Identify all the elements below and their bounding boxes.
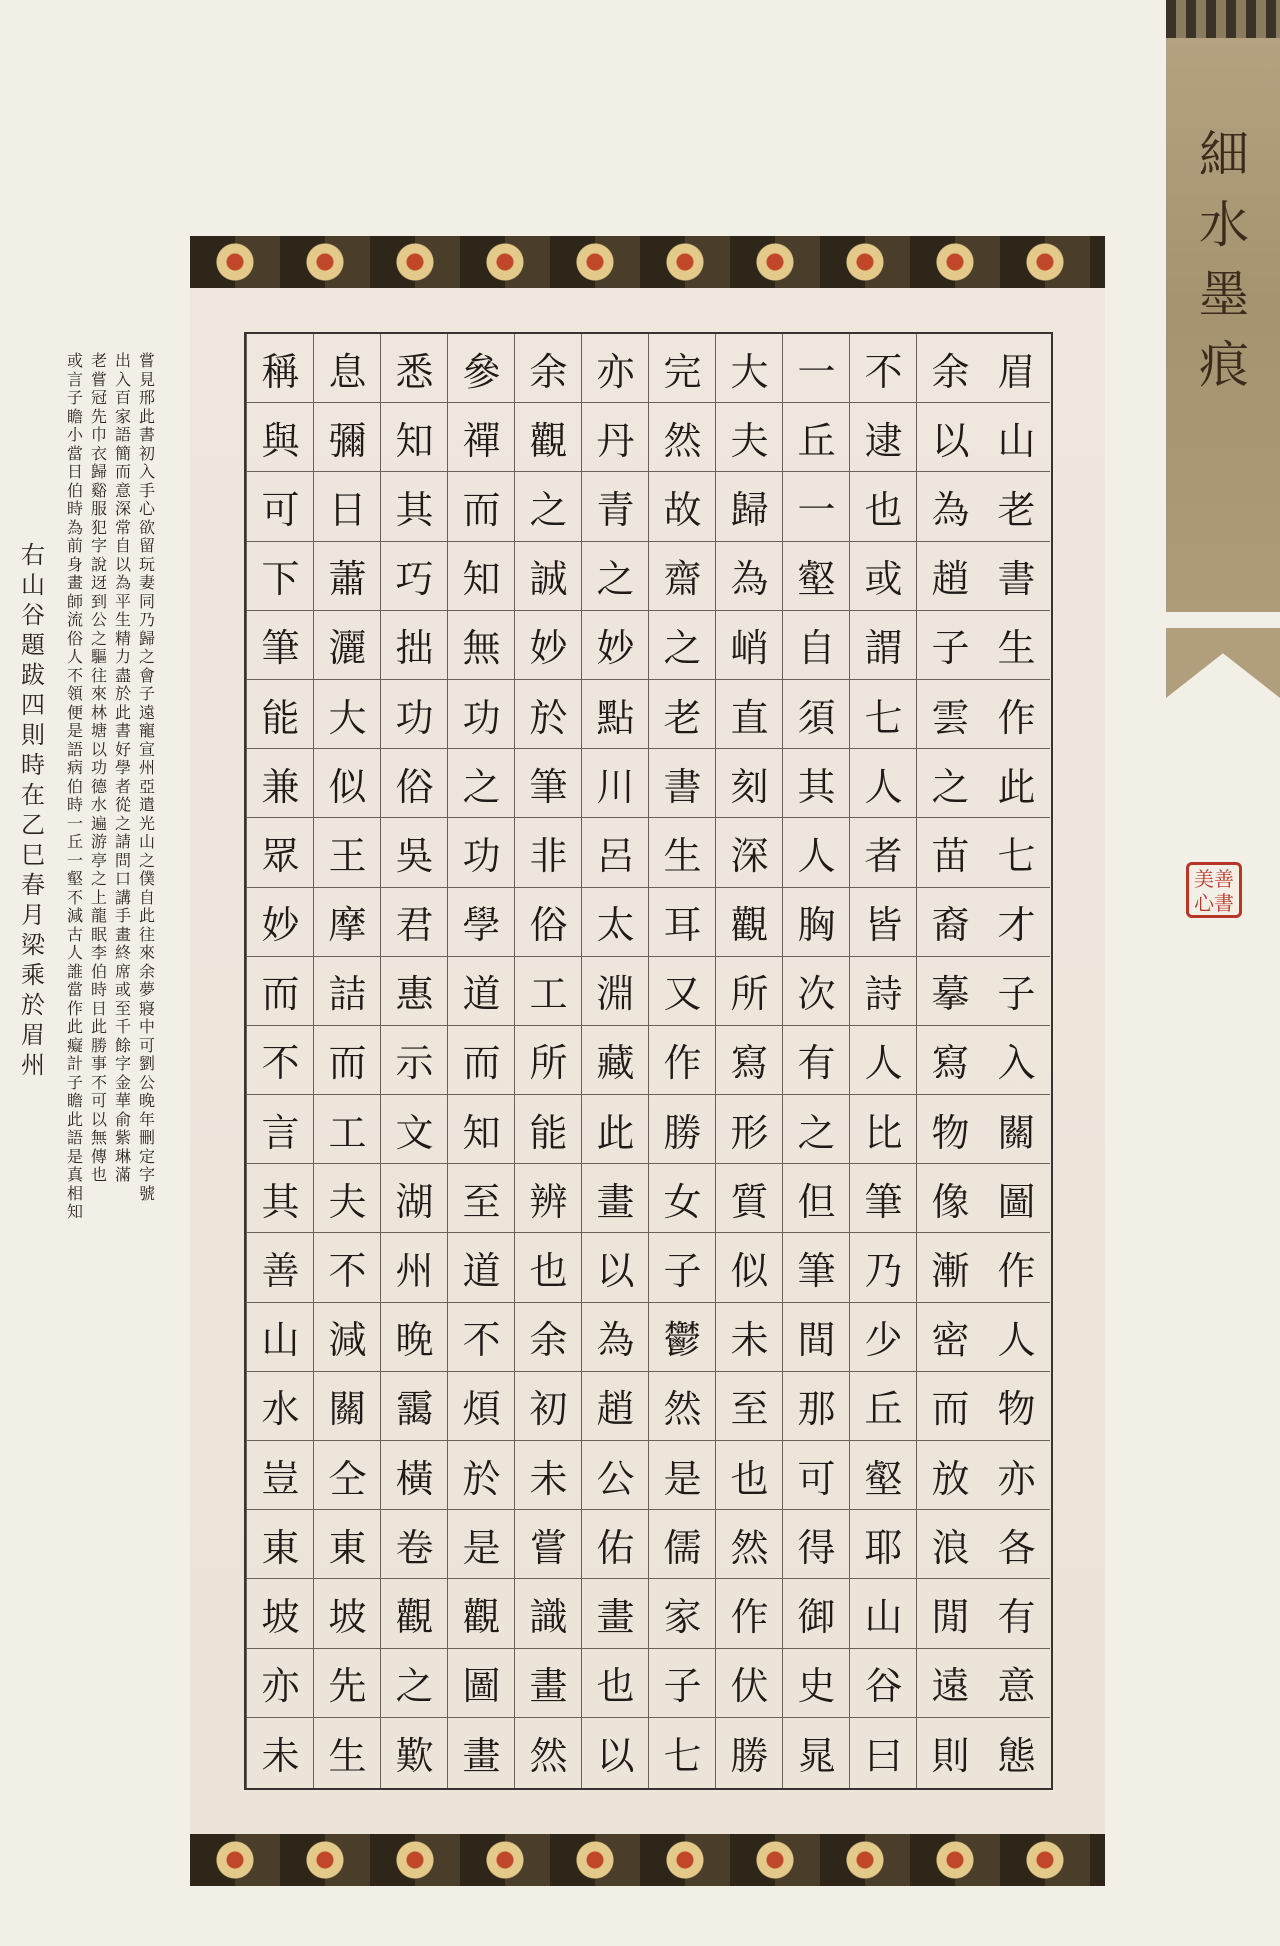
character-cell: 自	[783, 611, 850, 680]
character-cell: 趙	[917, 542, 984, 611]
character-cell: 日	[314, 472, 381, 541]
character-cell: 作	[649, 1026, 716, 1095]
character-cell: 女	[649, 1164, 716, 1233]
character-cell: 大	[716, 334, 783, 403]
character-cell: 是	[649, 1441, 716, 1510]
character-cell: 東	[247, 1510, 314, 1579]
character-cell: 丘	[850, 1372, 917, 1441]
character-cell: 禪	[448, 403, 515, 472]
text-column	[715, 334, 783, 1788]
character-cell: 妙	[582, 611, 649, 680]
character-cell: 作	[983, 680, 1050, 749]
character-cell: 歎	[395, 1733, 434, 1778]
character-cell: 曰	[864, 1733, 903, 1778]
character-cell: 則	[931, 1733, 970, 1778]
text-column	[246, 334, 314, 1788]
character-cell: 物	[983, 1372, 1050, 1441]
character-cell: 一	[783, 472, 850, 541]
brocade-band-top	[190, 236, 1105, 288]
character-cell: 余	[917, 334, 984, 403]
character-cell: 而	[448, 1026, 515, 1095]
character-cell: 大	[314, 680, 381, 749]
character-cell: 無	[448, 611, 515, 680]
character-cell: 七	[663, 1733, 702, 1778]
character-cell: 俗	[515, 888, 582, 957]
character-cell: 子	[649, 1649, 716, 1718]
character-cell: 也	[515, 1233, 582, 1302]
character-cell: 余	[515, 1303, 582, 1372]
character-cell: 眉	[983, 334, 1050, 403]
ribbon-decoration	[1166, 628, 1280, 698]
character-cell: 峭	[716, 611, 783, 680]
character-cell: 所	[716, 957, 783, 1026]
character-cell: 然	[716, 1510, 783, 1579]
character-cell: 辨	[515, 1164, 582, 1233]
character-cell: 州	[381, 1233, 448, 1302]
character-cell: 減	[314, 1303, 381, 1372]
character-cell: 悉	[381, 334, 448, 403]
character-cell: 裔	[917, 888, 984, 957]
character-cell: 能	[515, 1095, 582, 1164]
character-cell: 齋	[649, 542, 716, 611]
character-cell: 非	[515, 818, 582, 887]
character-cell: 完	[649, 334, 716, 403]
character-cell: 知	[381, 403, 448, 472]
character-cell: 逮	[850, 403, 917, 472]
character-cell: 之	[917, 749, 984, 818]
colophon-column: 嘗見邢此書初入手心欲留玩妻同乃歸之會子遠寵宣州亞遣光山之僕自此往來余夢寢中可劉公晚年刪定字號	[138, 351, 155, 1203]
character-cell: 不	[448, 1303, 515, 1372]
character-cell: 不	[850, 334, 917, 403]
character-cell: 工	[314, 1095, 381, 1164]
character-cell: 功	[448, 680, 515, 749]
character-cell: 入	[983, 1026, 1050, 1095]
character-cell: 關	[983, 1095, 1050, 1164]
character-cell: 拙	[381, 611, 448, 680]
character-cell: 各	[983, 1510, 1050, 1579]
character-cell: 有	[983, 1579, 1050, 1648]
character-cell: 密	[917, 1303, 984, 1372]
character-cell: 但	[783, 1164, 850, 1233]
character-cell: 為	[582, 1303, 649, 1372]
character-cell: 家	[649, 1579, 716, 1648]
character-cell: 功	[448, 818, 515, 887]
text-column	[648, 334, 716, 1788]
character-cell: 書	[983, 542, 1050, 611]
character-cell: 直	[716, 680, 783, 749]
character-cell: 深	[716, 818, 783, 887]
character-cell: 蕭	[314, 542, 381, 611]
character-cell: 儒	[649, 1510, 716, 1579]
character-cell: 可	[247, 472, 314, 541]
character-cell: 文	[381, 1095, 448, 1164]
character-cell: 詰	[314, 957, 381, 1026]
character-cell: 公	[582, 1441, 649, 1510]
character-cell: 吳	[381, 818, 448, 887]
character-cell: 然	[649, 1372, 716, 1441]
character-cell: 坡	[247, 1579, 314, 1648]
red-seal: 美善心書	[1186, 862, 1242, 918]
character-cell: 伏	[716, 1649, 783, 1718]
character-cell: 寫	[917, 1026, 984, 1095]
character-cell: 俗	[381, 749, 448, 818]
character-cell: 然	[529, 1733, 568, 1778]
character-cell: 靄	[381, 1372, 448, 1441]
character-cell: 壑	[850, 1441, 917, 1510]
character-cell: 形	[716, 1095, 783, 1164]
character-cell: 圖	[448, 1649, 515, 1718]
character-cell: 不	[314, 1233, 381, 1302]
character-cell: 七	[983, 818, 1050, 887]
character-cell: 一	[783, 334, 850, 403]
character-cell: 示	[381, 1026, 448, 1095]
character-cell: 道	[448, 957, 515, 1026]
character-cell: 遠	[917, 1649, 984, 1718]
character-cell: 於	[515, 680, 582, 749]
character-cell: 而	[314, 1026, 381, 1095]
character-cell: 筆	[783, 1233, 850, 1302]
character-cell: 余	[515, 334, 582, 403]
character-cell: 觀	[381, 1579, 448, 1648]
character-cell: 青	[582, 472, 649, 541]
character-cell: 子	[983, 957, 1050, 1026]
text-column	[313, 334, 381, 1788]
character-cell: 間	[783, 1303, 850, 1372]
character-cell: 觀	[448, 1579, 515, 1648]
character-cell: 至	[448, 1164, 515, 1233]
colophon-column: 或言子瞻小當日伯時為前身畫師流俗人不領便是語病伯時一丘一壑不減古人誰當作此癡計子瞻此語是真相知	[66, 351, 83, 1221]
character-cell: 未	[261, 1733, 300, 1778]
character-cell: 之	[649, 611, 716, 680]
character-cell: 太	[582, 888, 649, 957]
character-cell: 以	[917, 403, 984, 472]
character-cell: 佑	[582, 1510, 649, 1579]
character-cell: 此	[983, 749, 1050, 818]
character-cell: 筆	[515, 749, 582, 818]
character-cell: 識	[515, 1579, 582, 1648]
character-cell: 胸	[783, 888, 850, 957]
brocade-band-bottom	[190, 1834, 1105, 1886]
character-cell: 史	[783, 1649, 850, 1718]
character-cell: 物	[917, 1095, 984, 1164]
character-cell: 學	[448, 888, 515, 957]
character-cell: 鬱	[649, 1303, 716, 1372]
character-cell: 其	[783, 749, 850, 818]
character-cell: 之	[515, 472, 582, 541]
colophon-column: 老嘗冠先巾衣歸谿服犯字說迓到公之驅往來林塘以功德水遍游亭之上龍眠李伯時日此勝事不可以無傳也	[90, 351, 107, 1184]
character-cell: 雲	[917, 680, 984, 749]
character-cell: 工	[515, 957, 582, 1026]
character-cell: 御	[783, 1579, 850, 1648]
character-cell: 藏	[582, 1026, 649, 1095]
character-cell: 或	[850, 542, 917, 611]
character-cell: 人	[783, 818, 850, 887]
character-cell: 關	[314, 1372, 381, 1441]
character-cell: 筆	[247, 611, 314, 680]
character-cell: 兼	[247, 749, 314, 818]
text-column	[447, 334, 515, 1788]
character-cell: 意	[983, 1649, 1050, 1718]
character-cell: 卷	[381, 1510, 448, 1579]
character-cell: 作	[983, 1233, 1050, 1302]
character-cell: 灑	[314, 611, 381, 680]
character-cell: 王	[314, 818, 381, 887]
character-cell: 丘	[783, 403, 850, 472]
character-cell: 其	[381, 472, 448, 541]
character-cell: 圖	[983, 1164, 1050, 1233]
character-cell: 畫	[515, 1649, 582, 1718]
character-cell: 又	[649, 957, 716, 1026]
character-cell: 畫	[582, 1164, 649, 1233]
character-cell: 七	[850, 680, 917, 749]
character-cell: 惠	[381, 957, 448, 1026]
character-cell: 善	[247, 1233, 314, 1302]
character-cell: 與	[247, 403, 314, 472]
character-cell: 可	[783, 1441, 850, 1510]
character-cell: 也	[582, 1649, 649, 1718]
character-cell: 彌	[314, 403, 381, 472]
character-cell: 皆	[850, 888, 917, 957]
character-cell: 而	[917, 1372, 984, 1441]
character-cell: 水	[247, 1372, 314, 1441]
character-cell: 然	[649, 403, 716, 472]
character-cell: 亦	[247, 1649, 314, 1718]
character-cell: 書	[649, 749, 716, 818]
character-cell: 之	[783, 1095, 850, 1164]
character-cell: 先	[314, 1649, 381, 1718]
character-cell: 不	[247, 1026, 314, 1095]
character-cell: 能	[247, 680, 314, 749]
character-cell: 為	[716, 542, 783, 611]
character-cell: 煩	[448, 1372, 515, 1441]
character-cell: 下	[247, 542, 314, 611]
text-column	[581, 334, 649, 1788]
text-column	[782, 334, 850, 1788]
character-cell: 人	[850, 1026, 917, 1095]
character-cell: 故	[649, 472, 716, 541]
character-cell: 摹	[917, 957, 984, 1026]
page-title: 細水墨痕	[1199, 126, 1249, 394]
character-cell: 似	[314, 749, 381, 818]
character-cell: 丹	[582, 403, 649, 472]
character-cell: 為	[917, 472, 984, 541]
character-cell: 漸	[917, 1233, 984, 1302]
character-cell: 有	[783, 1026, 850, 1095]
character-cell: 得	[783, 1510, 850, 1579]
character-cell: 點	[582, 680, 649, 749]
character-cell: 於	[448, 1441, 515, 1510]
character-cell: 之	[448, 749, 515, 818]
character-cell: 之	[582, 542, 649, 611]
character-cell: 生	[649, 818, 716, 887]
character-cell: 亦	[983, 1441, 1050, 1510]
character-cell: 寫	[716, 1026, 783, 1095]
character-cell: 人	[983, 1303, 1050, 1372]
text-column	[514, 334, 582, 1788]
character-cell: 似	[716, 1233, 783, 1302]
character-cell: 嘗	[515, 1510, 582, 1579]
character-cell: 道	[448, 1233, 515, 1302]
signature-line: 右山谷題跋四則時在乙巳春月梁乘於眉州	[21, 541, 45, 1079]
character-cell: 之	[381, 1649, 448, 1718]
character-cell: 所	[515, 1026, 582, 1095]
character-cell: 未	[515, 1441, 582, 1510]
character-cell: 勝	[730, 1733, 769, 1778]
character-cell: 湖	[381, 1164, 448, 1233]
character-cell: 此	[582, 1095, 649, 1164]
character-cell: 晚	[381, 1303, 448, 1372]
character-cell: 山	[983, 403, 1050, 472]
character-cell: 知	[448, 1095, 515, 1164]
character-cell: 那	[783, 1372, 850, 1441]
character-cell: 子	[649, 1233, 716, 1302]
character-cell: 妙	[247, 888, 314, 957]
character-cell: 東	[314, 1510, 381, 1579]
character-cell: 也	[850, 472, 917, 541]
character-cell: 巧	[381, 542, 448, 611]
character-cell: 至	[716, 1372, 783, 1441]
character-cell: 淵	[582, 957, 649, 1026]
character-cell: 老	[649, 680, 716, 749]
character-cell: 次	[783, 957, 850, 1026]
character-cell: 歸	[716, 472, 783, 541]
character-cell: 生	[328, 1733, 367, 1778]
character-cell: 子	[917, 611, 984, 680]
character-cell: 稱	[247, 334, 314, 403]
character-cell: 比	[850, 1095, 917, 1164]
calligraphy-grid	[244, 332, 1053, 1790]
character-cell: 山	[247, 1303, 314, 1372]
character-cell: 作	[716, 1579, 783, 1648]
character-cell: 須	[783, 680, 850, 749]
character-cell: 參	[448, 334, 515, 403]
character-cell: 勝	[649, 1095, 716, 1164]
character-cell: 橫	[381, 1441, 448, 1510]
character-cell: 也	[716, 1441, 783, 1510]
character-cell: 乃	[850, 1233, 917, 1302]
character-cell: 坡	[314, 1579, 381, 1648]
character-cell: 未	[716, 1303, 783, 1372]
colophon-column: 出入百家語簡而意深常自以為平生精力盡於此書好學者從之請問口講手畫終席或至千餘字金華俞紫琳滿	[114, 351, 131, 1184]
text-column	[380, 334, 448, 1788]
character-cell: 畫	[462, 1733, 501, 1778]
character-cell: 亦	[582, 334, 649, 403]
character-cell: 晁	[797, 1733, 836, 1778]
character-cell: 言	[247, 1095, 314, 1164]
character-cell: 息	[314, 334, 381, 403]
text-column	[983, 334, 1050, 1788]
character-cell: 呂	[582, 818, 649, 887]
character-cell: 苗	[917, 818, 984, 887]
character-cell: 人	[850, 749, 917, 818]
character-cell: 畫	[582, 1579, 649, 1648]
character-cell: 態	[997, 1733, 1036, 1778]
character-cell: 生	[983, 611, 1050, 680]
character-cell: 仝	[314, 1441, 381, 1510]
character-cell: 觀	[515, 403, 582, 472]
character-cell: 功	[381, 680, 448, 749]
character-cell: 而	[448, 472, 515, 541]
character-cell: 謂	[850, 611, 917, 680]
character-cell: 者	[850, 818, 917, 887]
character-cell: 豈	[247, 1441, 314, 1510]
character-cell: 而	[247, 957, 314, 1026]
character-cell: 妙	[515, 611, 582, 680]
character-cell: 耳	[649, 888, 716, 957]
character-cell: 夫	[314, 1164, 381, 1233]
character-cell: 誠	[515, 542, 582, 611]
character-cell: 川	[582, 749, 649, 818]
character-cell: 山	[850, 1579, 917, 1648]
character-cell: 少	[850, 1303, 917, 1372]
character-cell: 放	[917, 1441, 984, 1510]
character-cell: 是	[448, 1510, 515, 1579]
character-cell: 筆	[850, 1164, 917, 1233]
character-cell: 眾	[247, 818, 314, 887]
character-cell: 觀	[716, 888, 783, 957]
character-cell: 像	[917, 1164, 984, 1233]
character-cell: 以	[596, 1733, 635, 1778]
character-cell: 詩	[850, 957, 917, 1026]
character-cell: 知	[448, 542, 515, 611]
character-cell: 摩	[314, 888, 381, 957]
character-cell: 刻	[716, 749, 783, 818]
character-cell: 谷	[850, 1649, 917, 1718]
character-cell: 其	[247, 1164, 314, 1233]
character-cell: 浪	[917, 1510, 984, 1579]
character-cell: 趙	[582, 1372, 649, 1441]
character-cell: 初	[515, 1372, 582, 1441]
title-strip	[1166, 0, 1280, 612]
character-cell: 君	[381, 888, 448, 957]
character-cell: 壑	[783, 542, 850, 611]
character-cell: 才	[983, 888, 1050, 957]
character-cell: 老	[983, 472, 1050, 541]
character-cell: 質	[716, 1164, 783, 1233]
text-column	[849, 334, 917, 1788]
text-column	[916, 334, 984, 1788]
character-cell: 閒	[917, 1579, 984, 1648]
character-cell: 夫	[716, 403, 783, 472]
character-cell: 以	[582, 1233, 649, 1302]
character-cell: 耶	[850, 1510, 917, 1579]
